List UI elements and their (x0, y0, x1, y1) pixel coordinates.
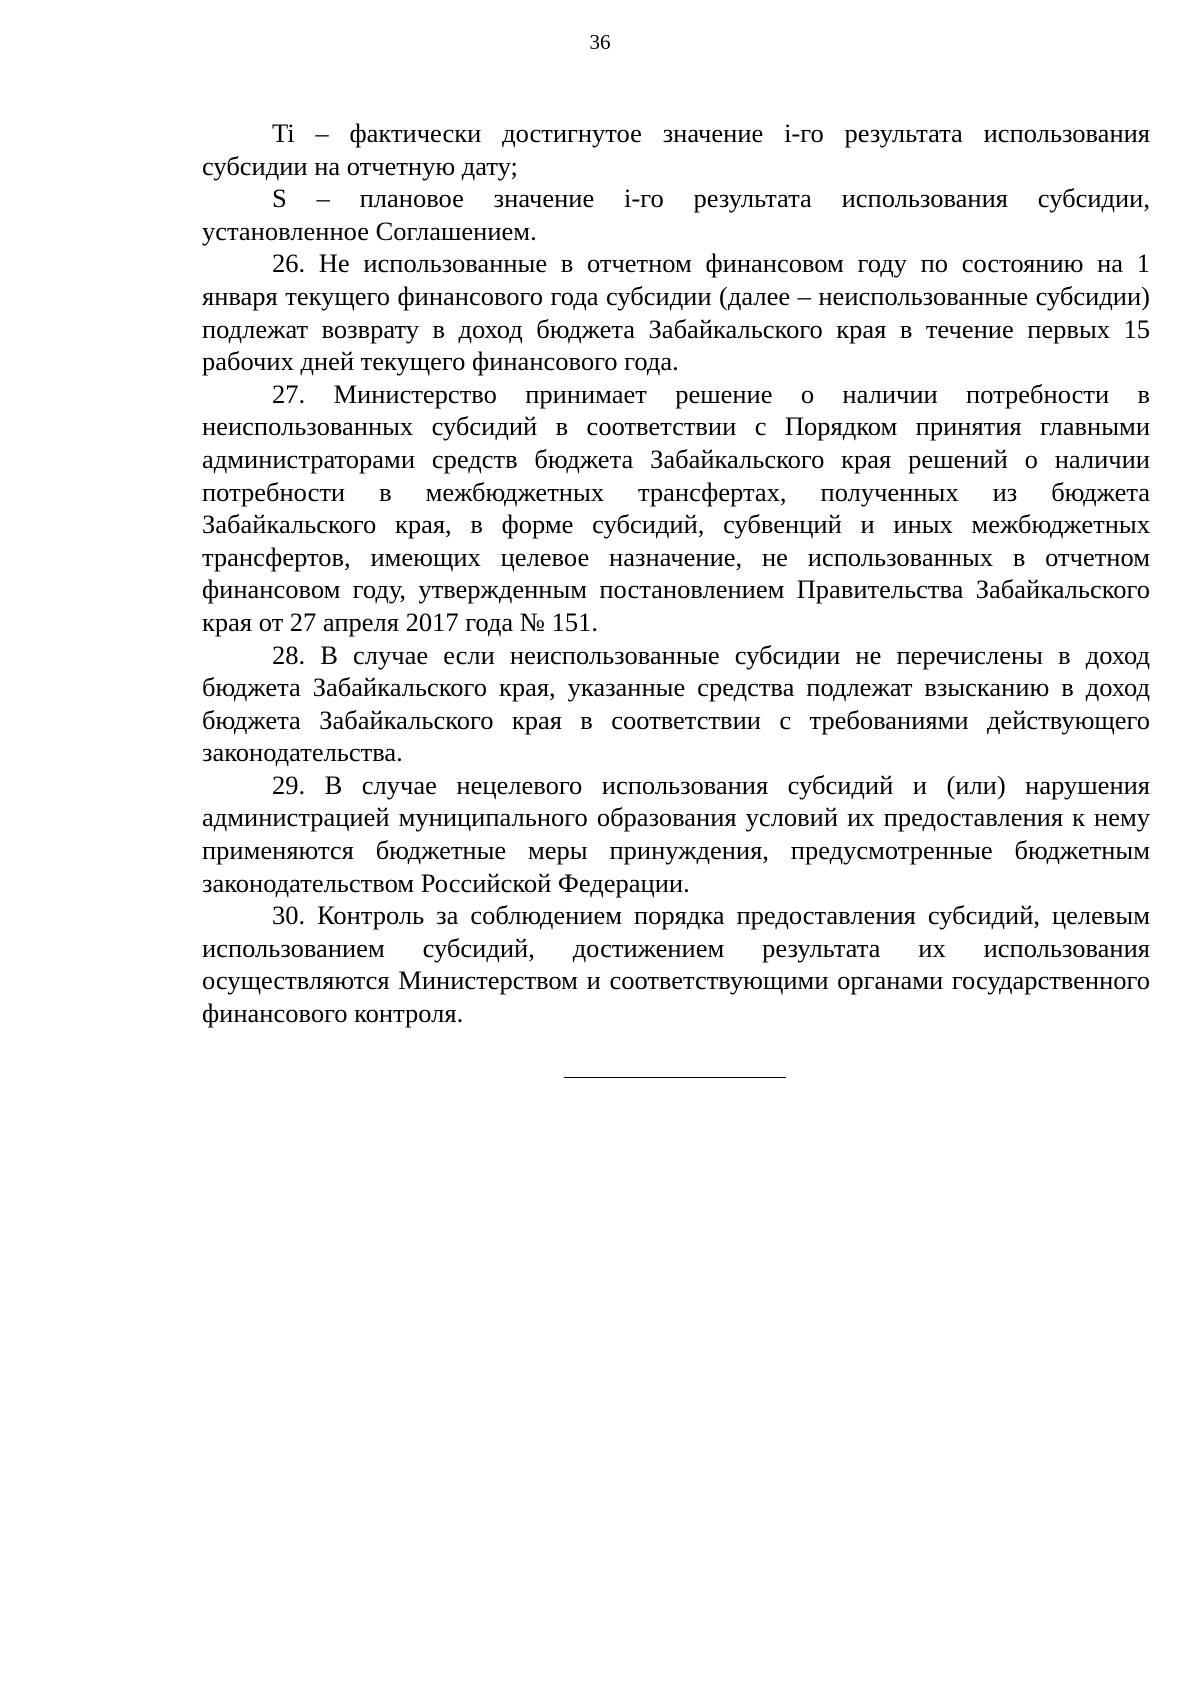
paragraph-ti-definition: Ti – фактически достигнутое значение i-го результата использования субсидии на отчетную дату; (202, 118, 1150, 181)
paragraph-29: 29. В случае нецелевого использования субсидий и (или) нарушения администрацией муниципального образования условий их предоставления к нему применяются бюджетные меры принуждения, предусмотренные бюджетным законодательством Российской Федерации. (202, 769, 1150, 898)
paragraph-s-definition: S – плановое значение i-го результата использования субсидии, установленное Соглашением. (202, 183, 1150, 246)
page-number: 36 (589, 30, 611, 54)
paragraph-26: 26. Не использованные в отчетном финансовом году по состоянию на 1 января текущего финансового года субсидии (далее – неиспользованные субсидии) подлежат возврату в доход бюджета Забайкальского края в течение первых 15 рабочих дней текущего финансового года. (202, 248, 1150, 377)
document-body (202, 117, 1150, 1030)
end-of-document-rule (564, 1077, 786, 1078)
paragraph-28: 28. В случае если неиспользованные субсидии не перечислены в доход бюджета Забайкальского края, указанные средства подлежат взысканию в доход бюджета Забайкальского края в соответствии с требованиями действующего законодательства. (202, 639, 1150, 768)
paragraph-27: 27. Министерство принимает решение о наличии потребности в неиспользованных субсидий в соответствии с Порядком принятия главными администраторами средств бюджета Забайкальского края решений о наличии потребности в межбюджетных трансфертах, полученных из бюджета Забайкальского края, в форме субсидий, субвенций и иных межбюджетных трансфертов, имеющих целевое назначение, не использованных в отчетном финансовом году, утвержденным постановлением Правительства Забайкальского края от 27 апреля 2017 года № 151. (202, 378, 1150, 637)
paragraph-30: 30. Контроль за соблюдением порядка предоставления субсидий, целевым использованием субсидий, достижением результата их использования осуществляются Министерством и соответствующими органами государственного финансового контроля. (202, 900, 1150, 1029)
